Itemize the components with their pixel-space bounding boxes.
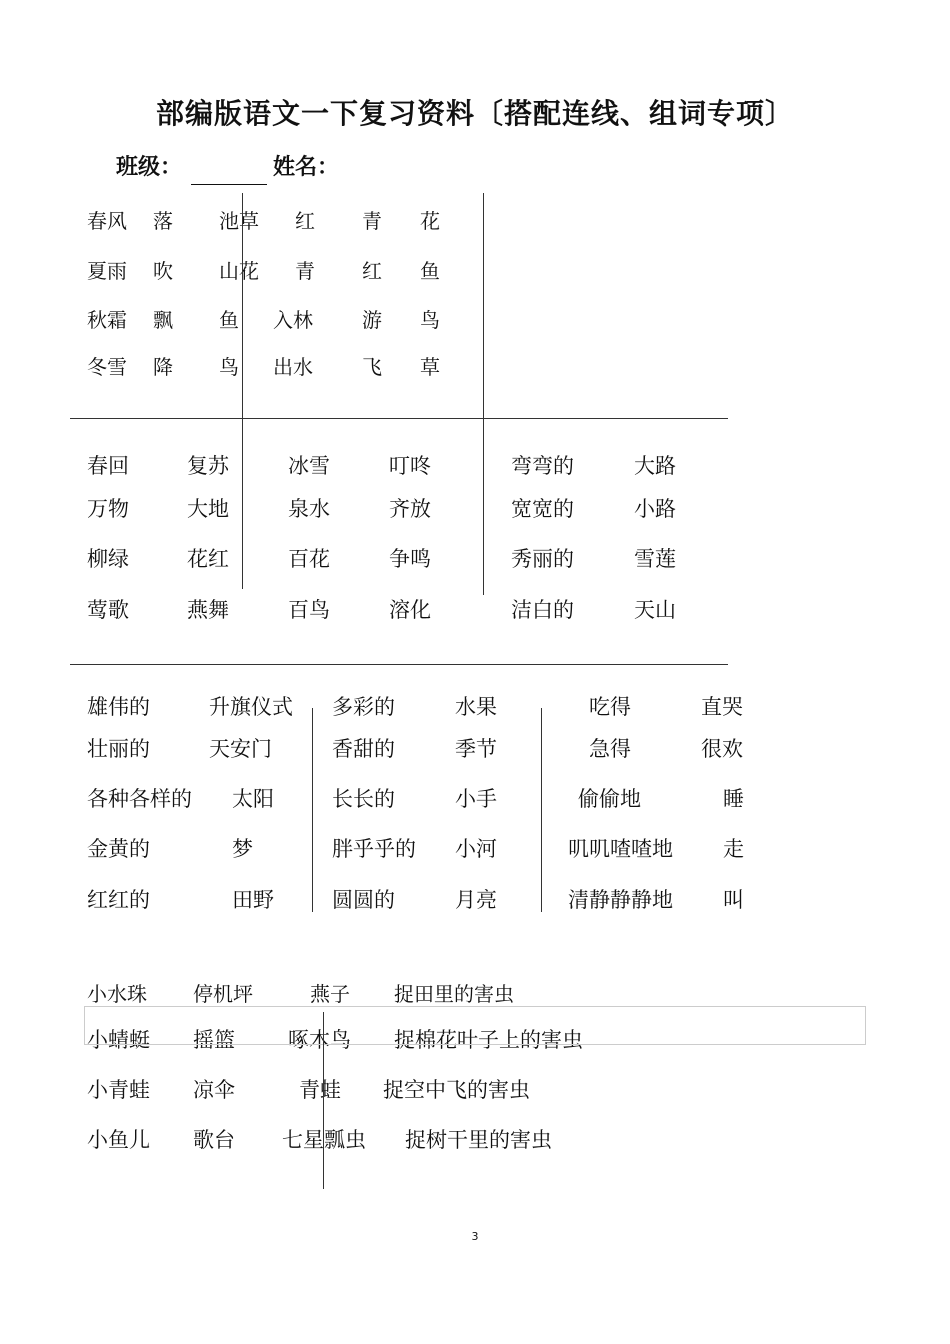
section-divider <box>70 664 728 665</box>
s3-word: 水果 <box>455 695 497 719</box>
s1-word: 花 <box>420 209 440 233</box>
s3-word: 吃得 <box>589 695 631 719</box>
s3-word: 很欢 <box>701 737 743 761</box>
s2-word: 百花 <box>288 547 330 571</box>
s4-word: 停机坪 <box>193 982 253 1006</box>
s4-word: 捉树干里的害虫 <box>405 1128 552 1152</box>
s1-word: 出水 <box>273 355 313 379</box>
column-divider <box>323 1012 324 1189</box>
s1-word: 冬雪 <box>87 355 127 379</box>
s4-word: 啄木鸟 <box>288 1028 351 1052</box>
s1-word: 秋霜 <box>87 308 127 332</box>
column-divider <box>541 708 542 912</box>
s1-word: 池草 <box>219 209 259 233</box>
s3-word: 圆圆的 <box>332 888 395 912</box>
column-divider <box>312 708 313 912</box>
s1-word: 青 <box>295 259 315 283</box>
s1-word: 降 <box>153 355 173 379</box>
s1-word: 春风 <box>87 209 127 233</box>
s1-word: 草 <box>420 355 440 379</box>
s3-word: 叽叽喳喳地 <box>568 837 673 861</box>
s4-word: 七星瓢虫 <box>282 1128 366 1152</box>
s2-word: 复苏 <box>187 454 229 478</box>
s2-word: 争鸣 <box>389 547 431 571</box>
s2-word: 花红 <box>187 547 229 571</box>
s4-word: 青蛙 <box>299 1078 341 1102</box>
column-divider <box>242 193 243 589</box>
s2-word: 齐放 <box>389 497 431 521</box>
s2-word: 秀丽的 <box>511 547 574 571</box>
s3-word: 雄伟的 <box>87 695 150 719</box>
s2-word: 万物 <box>87 497 129 521</box>
s3-word: 季节 <box>455 737 497 761</box>
s4-word: 燕子 <box>310 982 350 1006</box>
s2-word: 百鸟 <box>288 598 330 622</box>
s4-word: 摇篮 <box>193 1028 235 1052</box>
s3-word: 胖乎乎的 <box>332 837 416 861</box>
name-label: 姓名： <box>273 155 340 180</box>
faint-box-outline <box>84 1006 866 1045</box>
s3-word: 月亮 <box>455 888 497 912</box>
s2-word: 泉水 <box>288 497 330 521</box>
s4-word: 凉伞 <box>193 1078 235 1102</box>
class-label: 班级： <box>116 155 183 180</box>
s3-word: 小手 <box>455 787 497 811</box>
s1-word: 青 <box>362 209 382 233</box>
s2-word: 弯弯的 <box>511 454 574 478</box>
s2-word: 宽宽的 <box>511 497 574 521</box>
s2-word: 大路 <box>634 454 676 478</box>
s2-word: 洁白的 <box>511 598 574 622</box>
s2-word: 莺歌 <box>87 598 129 622</box>
s3-word: 红红的 <box>87 888 150 912</box>
s3-word: 偷偷地 <box>578 787 641 811</box>
s3-word: 田野 <box>232 888 274 912</box>
class-blank-line <box>191 184 267 185</box>
s1-word: 鱼 <box>219 308 239 332</box>
s2-word: 天山 <box>634 598 676 622</box>
s3-word: 长长的 <box>332 787 395 811</box>
s2-word: 燕舞 <box>187 598 229 622</box>
s3-word: 天安门 <box>209 737 272 761</box>
s4-word: 捉棉花叶子上的害虫 <box>394 1028 583 1052</box>
s4-word: 捉空中飞的害虫 <box>383 1078 530 1102</box>
s1-word: 红 <box>362 259 382 283</box>
s1-word: 红 <box>295 209 315 233</box>
s1-word: 飘 <box>153 308 173 332</box>
s3-word: 壮丽的 <box>87 737 150 761</box>
s4-word: 捉田里的害虫 <box>394 982 514 1006</box>
page-title: 部编版语文一下复习资料〔搭配连线、组词专项〕 <box>155 97 794 130</box>
s2-word: 大地 <box>187 497 229 521</box>
s1-word: 落 <box>153 209 173 233</box>
s2-word: 冰雪 <box>288 454 330 478</box>
s1-word: 鱼 <box>420 259 440 283</box>
s3-word: 太阳 <box>232 787 274 811</box>
s3-word: 小河 <box>455 837 497 861</box>
s2-word: 雪莲 <box>634 547 676 571</box>
s4-word: 小青蛙 <box>87 1078 150 1102</box>
s2-word: 小路 <box>634 497 676 521</box>
s2-word: 春回 <box>87 454 129 478</box>
section-divider <box>70 418 728 419</box>
s2-word: 溶化 <box>389 598 431 622</box>
s3-word: 清静静静地 <box>568 888 673 912</box>
s3-word: 急得 <box>589 737 631 761</box>
s4-word: 小水珠 <box>87 982 147 1006</box>
s3-word: 各种各样的 <box>87 787 192 811</box>
page-number: 3 <box>471 1230 479 1243</box>
s3-word: 睡 <box>723 787 744 811</box>
s3-word: 叫 <box>723 888 744 912</box>
s3-word: 走 <box>723 837 744 861</box>
s2-word: 叮咚 <box>389 454 431 478</box>
s4-word: 小蜻蜓 <box>87 1028 150 1052</box>
s1-word: 鸟 <box>219 355 239 379</box>
s3-word: 升旗仪式 <box>209 695 293 719</box>
s1-word: 夏雨 <box>87 259 127 283</box>
s3-word: 金黄的 <box>87 837 150 861</box>
s1-word: 吹 <box>153 259 173 283</box>
s1-word: 鸟 <box>420 308 440 332</box>
s3-word: 香甜的 <box>332 737 395 761</box>
s4-word: 小鱼儿 <box>87 1128 150 1152</box>
column-divider <box>483 193 484 595</box>
s1-word: 游 <box>362 308 382 332</box>
s1-word: 山花 <box>219 259 259 283</box>
s1-word: 飞 <box>362 355 382 379</box>
s3-word: 梦 <box>232 837 253 861</box>
s2-word: 柳绿 <box>87 547 129 571</box>
s3-word: 多彩的 <box>332 695 395 719</box>
s4-word: 歌台 <box>193 1128 235 1152</box>
s3-word: 直哭 <box>701 695 743 719</box>
s1-word: 入林 <box>273 308 313 332</box>
